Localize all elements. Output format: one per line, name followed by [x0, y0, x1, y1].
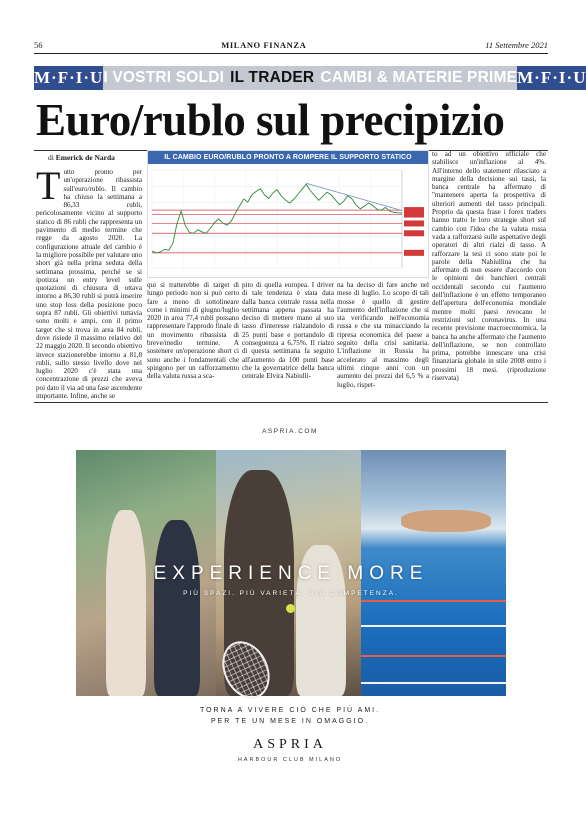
- drop-cap: T: [36, 163, 61, 208]
- byline-prefix: di: [48, 153, 54, 162]
- section-label-trader: IL TRADER: [230, 69, 315, 86]
- chart-level-marker: [404, 212, 424, 218]
- issue-date: 11 Settembre 2021: [485, 40, 548, 50]
- ad-club-name: HARBOUR CLUB MILANO: [237, 757, 343, 763]
- mfiu-logo-right: M·F·I·U: [517, 66, 586, 90]
- byline: [48, 153, 115, 162]
- article-column-5: to ad un obiettivo ufficiale che stabilisce un'inflazione al 4%. All'interno dello statement rilasciato a margine della decisione sui tassi, la banca centrale ha affermato di "mantenere aperta la prospettiva di ulteriori aumenti del tasso principali. Proprio da questa frase i forex traders hanno tratto le loro strategie short sul cambio con l'idea che la valuta russa vada a rafforzarsi sulle aspettative degli operatori di altri rialzi di tasso. A rafforzare la tesi ci sono state poi le parole della Nabiullina che ha affermato di non essere d'accordo con le opinioni dei banchieri centrali occidentali secondo cui l'aumento dell'inflazione è un effetto temporaneo dell'apertura dell'economia mondiale mentre molti paesi revocano le restrizioni sul coronavirus. In una recente previsione macroeconomica, la banca ha anche affermato che l'aumento dell'inflazione, se non controllato prima, potrebbe innescare una crisi finanziaria globale in stile 2008 entro i prossimi 18 mesi. (riproduzione riservata): [432, 150, 546, 383]
- chart-plot: [148, 164, 428, 278]
- chart-box: [147, 150, 429, 278]
- article-bottom-rule: [34, 402, 548, 403]
- chart-level-marker: [404, 230, 424, 236]
- article-headline: Euro/rublo sul precipizio: [36, 95, 505, 145]
- ad-tagline-1: TORNA A VIVERE CIÒ CHE PIÙ AMI.: [199, 707, 381, 714]
- page-folio: [34, 38, 548, 52]
- section-banner: [34, 66, 586, 90]
- chart-trendline: [306, 183, 402, 210]
- article-column-2: qui si tratterebbe di target di lungo periodo non si può certo fare a meno di sottolineare come i minimi di giugno/luglio 2020 in area 77,4 rubli possano rappresentare l'approdo finale di un movimento ribassista di breve/medio termine. A sostenere un'operazione short ci sono anche i fondamentali che spingono per un rafforzamento della valuta russa a sca-: [147, 281, 239, 381]
- mfiu-logo-left: M·F·I·U: [34, 66, 103, 90]
- chart-level-marker: [404, 220, 424, 226]
- section-labels: [103, 69, 517, 87]
- section-label-soldi: I VOSTRI SOLDI: [103, 69, 225, 86]
- ad-url[interactable]: ASPRIA.COM: [262, 428, 318, 435]
- article-column-3: pito di quella europea. I driver di tale tendenza è stata data dalla banca centrale russa nella settimana appena passata ha deciso di mettere mano al suo tasso d'interesse rialzandolo di 25 punti base e portandolo di conseguenza a 6,75%. Il rialzo di questa settimana fa seguito all'aumento da 100 punti base che la governatrice della banca centrale Elvira Nabiulli-: [242, 281, 334, 381]
- article-column-4: na ha deciso di fare anche nel mese di luglio. Lo scopo di tali mosse è quello di gestire l'aumento dell'inflazione che si sta verificando nell'economia russa e che sta minacciando la ripresa economica del paese a seguito della crisi sanitaria. L'inflazione in Russia ha accelerato al massimo degli ultimi cinque anni con un aumento dei prezzi del 6,5 % a luglio, rispet-: [337, 281, 429, 389]
- publication-name: MILANO FINANZA: [221, 40, 307, 50]
- chart-title: IL CAMBIO EURO/RUBLO PRONTO A ROMPERE IL SUPPORTO STATICO: [148, 151, 428, 164]
- top-rule: [34, 53, 548, 54]
- column-1-text: utto pronto per un'operazione ribassista sull'euro/rublo. Il cambio ha chiuso la settimana a 86,33 rubli, pericolosamente vicino al supporto statico di 86 rubli che rappresenta un pavimento di medio termine che regge da agosto 2020. La configurazione attuale del cambio è la migliore possibile per valutare uno short già nella prima seduta della settimana prossima, perché se si ipotizza un entry level sulle quotazioni di chiusura di ottava intorno a 86,30 rubli si potrà inserire uno stop loss della posizione poco sopra 87 rubli. Gli obiettivi tuttavia sono molti e ampi, con il primo target che si trova in area 84 rubli, dove risiede il massimo relativo del 22 maggio 2020. Il secondo obiettivo invece stazionerebbe intorno a 81,8 rubli, sullo stesso livello dove nel luglio 2020 c'è stata una concentrazione di prezzi che aveva poi dato il via ad una fase ascendente importante. Infine, anche se: [36, 168, 142, 401]
- section-label-cambi: CAMBI & MATERIE PRIME: [320, 69, 518, 86]
- tennis-ball-icon: [286, 604, 295, 613]
- page-number: 56: [34, 40, 43, 50]
- ad-subline: PIÙ SPAZI. PIÙ VARIETÀ. PIÙ COMPETENZA.: [183, 590, 399, 597]
- ad-tagline-2: PER TE UN MESE IN OMAGGIO.: [210, 718, 370, 725]
- ad-brand-logo[interactable]: ASPRIA: [253, 737, 327, 752]
- ad-headline: EXPERIENCE MORE: [153, 563, 429, 584]
- article-column-1: [36, 163, 142, 401]
- byline-author: Emerick de Narda: [55, 153, 115, 162]
- chart-level-marker: [404, 250, 424, 256]
